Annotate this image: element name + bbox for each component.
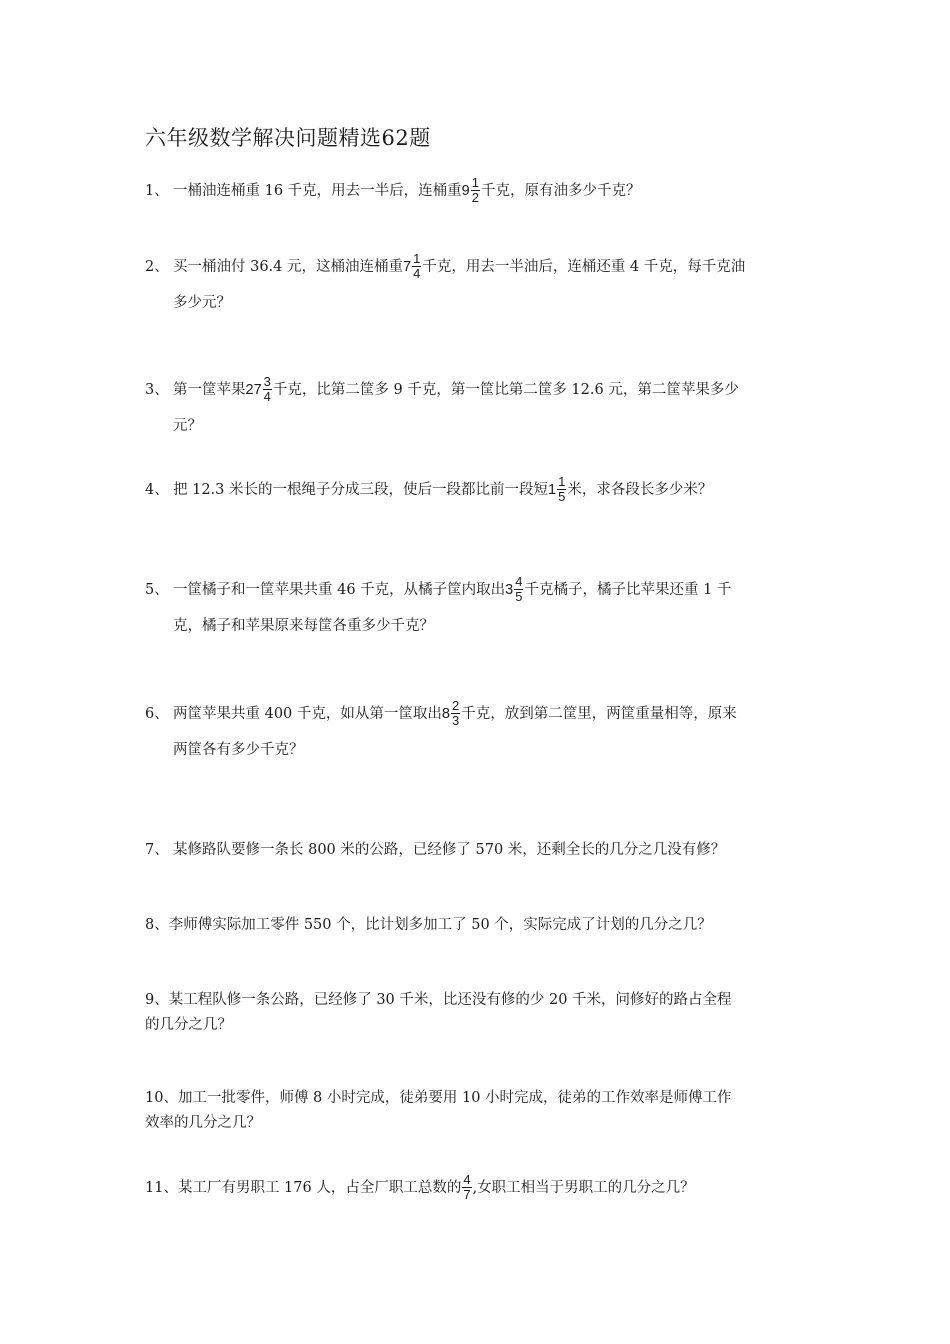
- question-text-continued: 效率的几分之几？: [145, 1115, 261, 1131]
- question-number: 2、: [145, 259, 169, 275]
- fraction-numerator: 1: [471, 174, 479, 190]
- fraction: [412, 252, 421, 281]
- mixed-number-whole: 7: [403, 259, 412, 275]
- question-number: 6、: [145, 706, 169, 722]
- question-text: 一筐橘子和一筐苹果共重 46 千克，从橘子筐内取出: [173, 582, 506, 598]
- question-4: [145, 472, 810, 508]
- question-text-continued: 多少元？: [173, 295, 231, 311]
- fraction-denominator: 5: [515, 588, 523, 604]
- question-text: 米，求各段长多少米？: [567, 482, 713, 498]
- question-text: 把 12.3 米长的一根绳子分成三段，使后一段都比前一段短: [173, 482, 549, 498]
- question-8: [145, 907, 810, 943]
- question-text: 9、某工程队修一条公路，已经修了 30 千米，比还没有修的少 20 千米，问修好的路占全程: [145, 992, 732, 1008]
- question-7: [145, 832, 810, 868]
- fraction-denominator: 2: [471, 189, 479, 205]
- question-3: [145, 372, 810, 444]
- mixed-number-whole: 8: [441, 706, 450, 722]
- question-text: 某修路队要修一条长 800 米的公路，已经修了 570 米，还剩全长的几分之几没有修？: [173, 842, 726, 858]
- fraction-numerator: 4: [515, 573, 523, 589]
- fraction: [451, 699, 460, 728]
- fraction-denominator: 4: [263, 388, 271, 404]
- fraction-numerator: 1: [413, 250, 421, 266]
- question-text: 一桶油连桶重 16 千克，用去一半后，连桶重: [173, 183, 462, 199]
- question-number: 5、: [145, 582, 169, 598]
- fraction-denominator: 5: [558, 488, 566, 504]
- question-2: [145, 249, 810, 321]
- question-5: [145, 572, 810, 644]
- page-title: 六年级数学解决问题精选62题: [145, 126, 431, 150]
- mixed-number-whole: 9: [461, 183, 470, 199]
- question-number: 3、: [145, 382, 169, 398]
- fraction: [263, 375, 272, 404]
- question-text-continued: 的几分之几？: [145, 1017, 232, 1033]
- fraction-denominator: 3: [451, 712, 460, 728]
- mixed-number-whole: 1: [548, 482, 557, 498]
- question-number: 7、: [145, 842, 169, 858]
- question-text: 买一桶油付 36.4 元，这桶油连桶重: [173, 259, 404, 275]
- mixed-number-whole: 27: [245, 382, 262, 398]
- question-9: [145, 988, 810, 1038]
- fraction-numerator: 4: [463, 1171, 471, 1187]
- question-text-continued: 两筐各有多少千克？: [173, 742, 304, 758]
- question-6: [145, 696, 810, 768]
- question-text: ,女职工相当于男职工的几分之几？: [472, 1180, 695, 1196]
- mixed-number-whole: 3: [505, 582, 514, 598]
- question-text: 千克，比第二筐多 9 千克，第一筐比第二筐多 12.6 元，第二筐苹果多少: [272, 382, 739, 398]
- fraction-numerator: 1: [558, 473, 566, 489]
- fraction-denominator: 7: [463, 1186, 471, 1202]
- question-number: 1、: [145, 183, 169, 199]
- fraction: [471, 176, 480, 205]
- question-text: 千克，原有油多少千克？: [480, 183, 641, 199]
- question-text: 10、加工一批零件，师傅 8 小时完成，徒弟要用 10 小时完成，徒弟的工作效率是师傅工作: [145, 1090, 732, 1106]
- question-text: 千克，用去一半油后，连桶还重 4 千克，每千克油: [422, 259, 746, 275]
- question-11: [145, 1170, 810, 1206]
- question-text: 千克橘子，橘子比苹果还重 1 千: [524, 582, 732, 598]
- question-1: [145, 173, 810, 209]
- fraction-numerator: 3: [263, 373, 271, 389]
- fraction: [557, 475, 566, 504]
- question-text: 两筐苹果共重 400 千克，如从第一筐取出: [173, 706, 442, 722]
- question-number: 4、: [145, 482, 169, 498]
- question-text: 11、某工厂有男职工 176 人，占全厂职工总数的: [145, 1180, 462, 1196]
- fraction: [462, 1173, 471, 1202]
- question-text-continued: 克，橘子和苹果原来每筐各重多少千克？: [173, 618, 434, 634]
- question-10: [145, 1086, 810, 1136]
- question-text-continued: 元？: [173, 418, 202, 434]
- question-text: 8、李师傅实际加工零件 550 个，比计划多加工了 50 个，实际完成了计划的几分之几？: [145, 917, 712, 933]
- fraction: [514, 575, 523, 604]
- fraction-numerator: 2: [451, 697, 460, 713]
- question-text: 千克，放到第二筐里，两筐重量相等，原来: [461, 706, 737, 722]
- question-text: 第一筐苹果: [173, 382, 246, 398]
- fraction-denominator: 4: [413, 265, 421, 281]
